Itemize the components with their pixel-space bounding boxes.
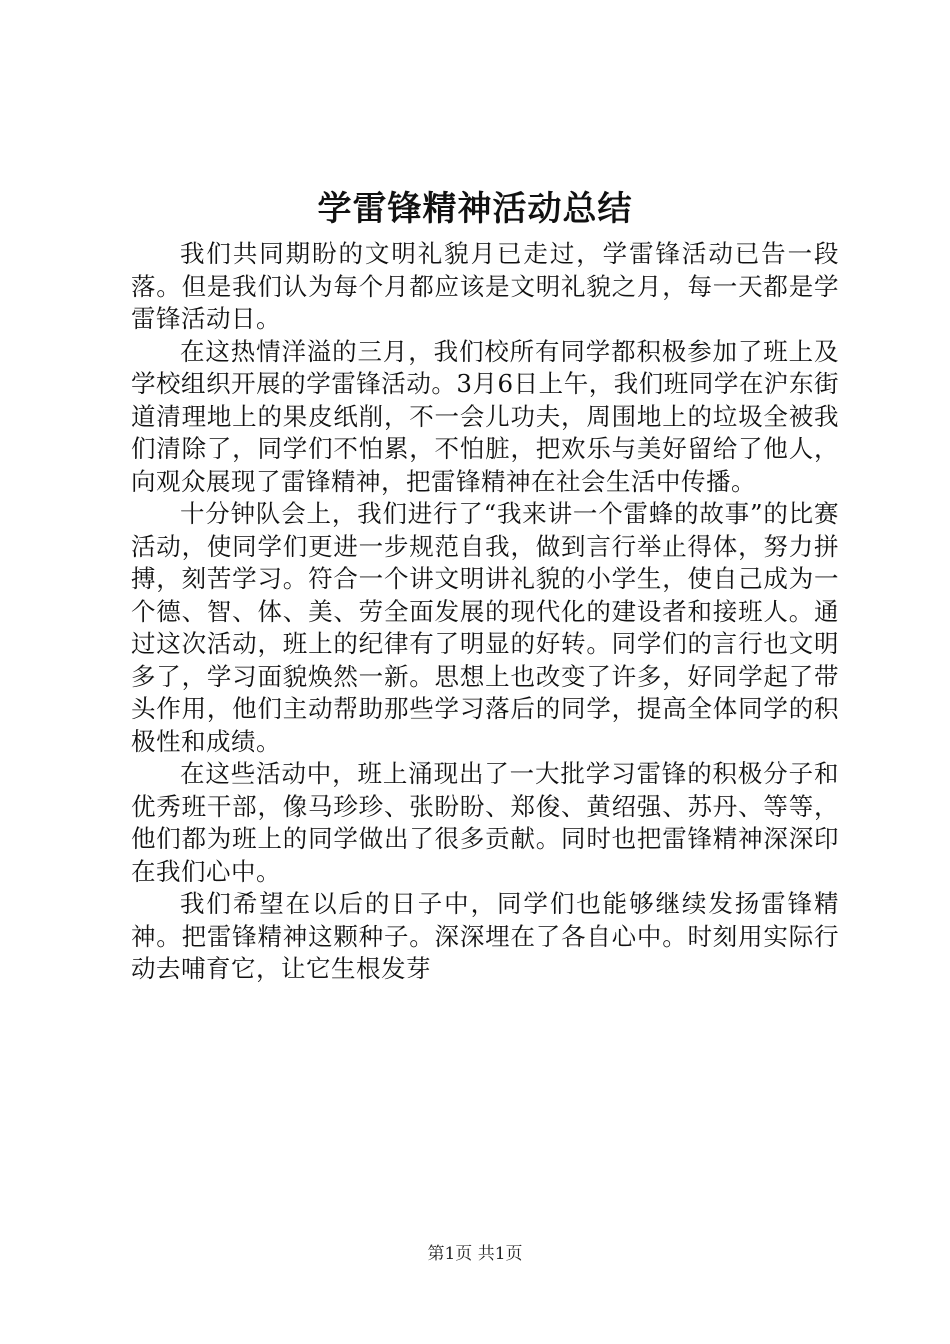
page-number-footer: 第1页 共1页 xyxy=(427,1244,523,1264)
paragraph-5: 我们希望在以后的日子中，同学们也能够继续发扬雷锋精神。把雷锋精神这颗种子。深深埋在了各自心中。时刻用实际行动去哺育它，让它生根发芽 xyxy=(131,889,839,983)
paragraph-3: 十分钟队会上，我们进行了“我来讲一个雷蜂的故事”的比赛活动，使同学们更进一步规范自我，做到言行举止得体，努力拼搏，刻苦学习。符合一个讲文明讲礼貌的小学生，使自己成为一个德、智、体、美、劳全面发展的现代化的建设者和接班人。通过这次活动，班上的纪律有了明显的好转。同学们的言行也文明多了，学习面貌焕然一新。思想上也改变了许多，好同学起了带头作用，他们主动帮助那些学习落后的同学，提高全体同学的积极性和成绩。 xyxy=(131,499,839,756)
paragraph-2: 在这热情洋溢的三月，我们校所有同学都积极参加了班上及学校组织开展的学雷锋活动。3月6日上午，我们班同学在沪东街道清理地上的果皮纸削，不一会儿功夫，周围地上的垃圾全被我们清除了，同学们不怕累，不怕脏，把欢乐与美好留给了他人，向观众展现了雷锋精神，把雷锋精神在社会生活中传播。 xyxy=(131,336,839,496)
document-title: 学雷锋精神活动总结 xyxy=(317,189,633,229)
document-body xyxy=(131,238,839,986)
paragraph-1: 我们共同期盼的文明礼貌月已走过，学雷锋活动已告一段落。但是我们认为每个月都应该是文明礼貌之月，每一天都是学雷锋活动日。 xyxy=(131,239,839,333)
paragraph-4: 在这些活动中，班上涌现出了一大批学习雷锋的积极分子和优秀班干部，像马珍珍、张盼盼、郑俊、黄绍强、苏丹、等等，他们都为班上的同学做出了很多贡献。同时也把雷锋精神深深印在我们心中。 xyxy=(131,759,839,886)
